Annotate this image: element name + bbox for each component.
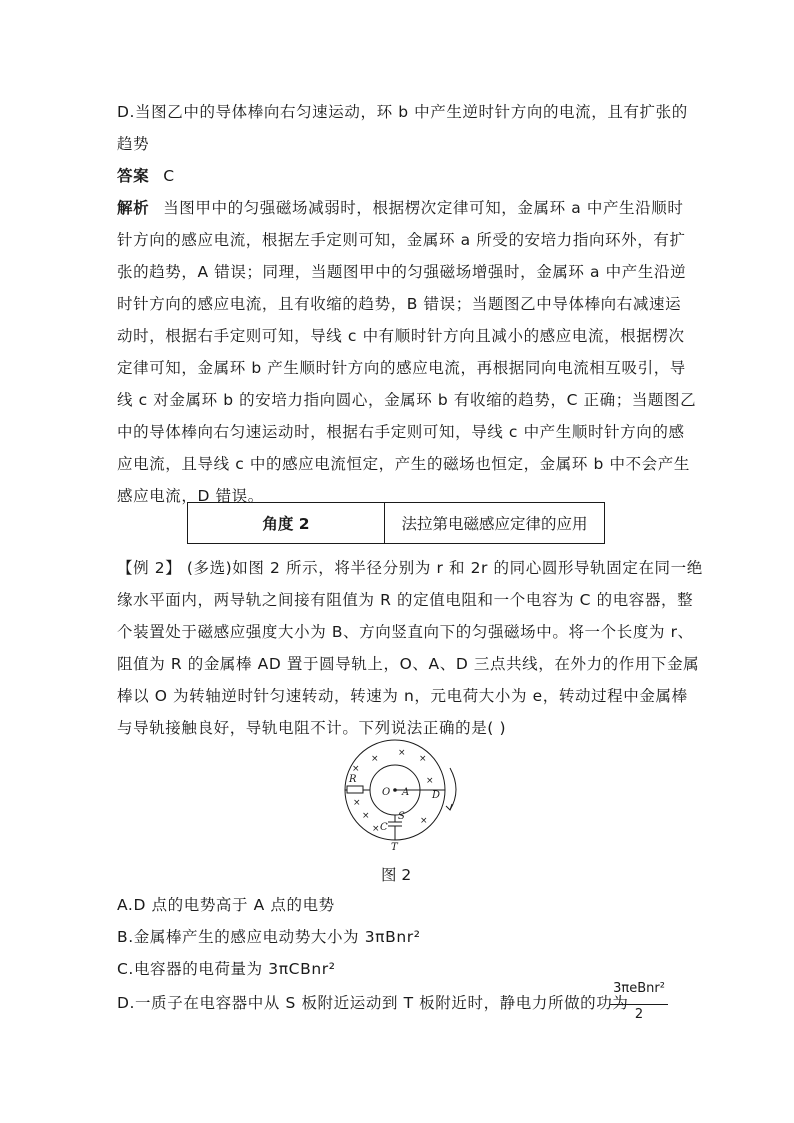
fraction-numerator: 3πeBnr² [613,981,665,996]
field-cross: × [426,776,434,786]
option-a: A.D 点的电势高于 A 点的电势 [117,896,335,914]
field-cross: × [419,754,427,764]
figure-caption: 图 2 [381,866,412,884]
field-cross: × [398,748,406,758]
label-t: T [391,842,398,853]
example-line-2: 缘水平面内，两导轨之间接有阻值为 R 的定值电阻和一个电容为 C 的电容器，整 [117,591,694,609]
label-a: A [402,787,410,798]
angle-heading-box [187,502,605,544]
concentric-rails-figure [340,738,470,856]
analysis-line-3: 张的趋势，A 错误；同理，当题图甲中的匀强磁场增强时，金属环 a 中产生沿逆 [117,263,687,281]
analysis-line-10: 感应电流，D 错误。 [117,487,264,505]
fraction-bar [610,1004,668,1005]
option-c: C.电容器的电荷量为 3πCBnr² [117,960,336,978]
field-cross: × [362,811,370,821]
example-line-4: 阻值为 R 的金属棒 AD 置于圆导轨上，O、A、D 三点共线，在外力的作用下金属 [117,655,700,673]
label-c: C [380,822,388,833]
answer-value: C [163,167,175,185]
example-line-1: 【例 2】 (多选)如图 2 所示，将半径分别为 r 和 2r 的同心圆形导轨固定在同一绝 [117,559,703,577]
angle-number: 角度 2 [188,503,385,543]
label-r: R [349,774,357,785]
analysis-line-4: 时针方向的感应电流，且有收缩的趋势，B 错误；当题图乙中导体棒向右减速运 [117,295,682,313]
analysis-line-7: 线 c 对金属环 b 的安培力指向圆心，金属环 b 有收缩的趋势，C 正确；当题图乙 [117,391,697,409]
answer-label: 答案 [117,167,150,185]
field-cross: × [352,764,360,774]
rotation-arrow [450,768,456,810]
analysis-line-8: 中的导体棒向右匀速运动时，根据右手定则可知，导线 c 中产生顺时针方向的感 [117,423,685,441]
angle-topic: 法拉第电磁感应定律的应用 [401,515,588,533]
field-cross: × [420,816,428,826]
analysis-text-1: 当图甲中的匀强磁场减弱时，根据楞次定律可知，金属环 a 中产生沿顺时 [163,199,684,217]
analysis-line-2: 针方向的感应电流，根据左手定则可知，金属环 a 所受的安培力指向环外，有扩 [117,231,686,249]
analysis-line-9: 应电流，且导线 c 中的感应电流恒定，产生的磁场也恒定，金属环 b 中不会产生 [117,455,690,473]
field-cross: × [353,798,361,808]
field-cross: × [371,754,379,764]
fraction-denominator: 2 [634,1007,644,1022]
analysis-line-1 [117,198,683,218]
option-d: D.一质子在电容器中从 S 板附近运动到 T 板附近时，静电力所做的功为 [117,994,629,1012]
example-line-6: 与导轨接触良好，导轨电阻不计。下列说法正确的是( ) [117,719,507,737]
analysis-label: 解析 [117,199,150,217]
option-d-prev-line2: 趋势 [117,135,150,153]
label-o: O [382,787,391,798]
example-line-5: 棒以 O 为转轴逆时针匀速转动，转速为 n，元电荷大小为 e，转动过程中金属棒 [117,687,688,705]
label-s: S [398,811,405,822]
analysis-line-5: 动时，根据右手定则可知，导线 c 中有顺时针方向且减小的感应电流，根据楞次 [117,327,685,345]
label-d: D [432,790,441,801]
option-d-prev-line1: D.当图乙中的导体棒向右匀速运动，环 b 中产生逆时针方向的电流，且有扩张的 [117,103,688,121]
example-line-3: 个装置处于磁感应强度大小为 B、方向竖直向下的匀强磁场中。将一个长度为 r、 [117,623,694,641]
resistor [347,786,363,793]
field-cross: × [372,824,380,834]
answer-line [117,166,175,186]
analysis-line-6: 定律可知，金属环 b 产生顺时针方向的感应电流，再根据同向电流相互吸引，导 [117,359,686,377]
option-b: B.金属棒产生的感应电动势大小为 3πBnr² [117,928,421,946]
